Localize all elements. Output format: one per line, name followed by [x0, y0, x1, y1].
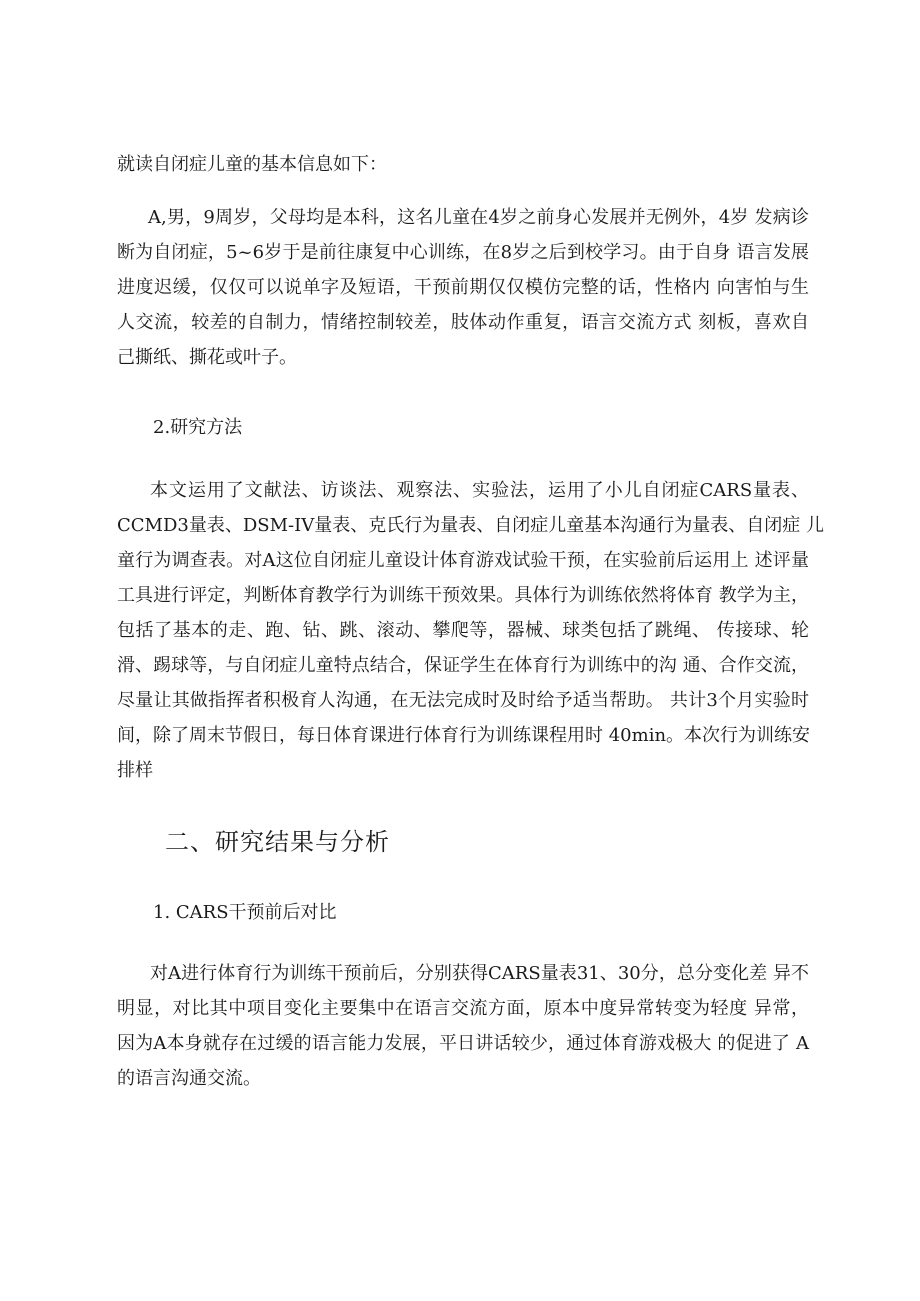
method-paragraph-line: 工具进行评定，判断体育教学行为训练干预效果。具体行为训练依然将体育 教学为主，: [117, 585, 809, 606]
case-paragraph-line: 己撕纸、撕花或叶子。: [117, 347, 297, 368]
method-paragraph-line: 间，除了周末节假日，每日体育课进行体育行为训练课程用时 40min。本次行为训练安: [117, 725, 811, 746]
result-paragraph-line: 因为A本身就存在过缓的语言能力发展，平日讲话较少，通过体育游戏极大 的促进了 A: [117, 1033, 809, 1054]
method-paragraph-line: 滑、踢球等，与自闭症儿童特点结合，保证学生在体育行为训练中的沟 通、合作交流，: [117, 655, 809, 676]
method-paragraph-line: 排样: [117, 760, 153, 781]
case-paragraph-line: A,男，9周岁，父母均是本科，这名儿童在4岁之前身心发展并无例外，4岁 发病诊: [148, 207, 809, 228]
case-paragraph-line: 断为自闭症，5~6岁于是前往康复中心训练，在8岁之后到校学习。由于自身 语言发展: [117, 242, 809, 263]
method-heading: 2.研究方法: [153, 417, 243, 438]
method-paragraph-line: 尽量让其做指挥者积极育人沟通，在无法完成时及时给予适当帮助。 共计3个月实验时: [117, 690, 809, 711]
method-paragraph-line: CCMD3量表、DSM-IV量表、克氏行为量表、自闭症儿童基本沟通行为量表、自闭症 儿: [117, 515, 824, 536]
method-paragraph-line: 童行为调查表。对A这位自闭症儿童设计体育游戏试验干预，在实验前后运用上 述评量: [117, 550, 809, 571]
result-paragraph-line: 明显，对比其中项目变化主要集中在语言交流方面，原本中度异常转变为轻度 异常，: [117, 998, 809, 1019]
case-paragraph-line: 人交流，较差的自制力，情绪控制较差，肢体动作重复，语言交流方式 刻板，喜欢自: [117, 312, 809, 333]
case-paragraph-line: 进度迟缓，仅仅可以说单字及短语，干预前期仅仅模仿完整的话，性格内 向害怕与生: [117, 277, 809, 298]
method-paragraph-line: 包括了基本的走、跑、钻、跳、滚动、攀爬等，器械、球类包括了跳绳、 传接球、轮: [117, 620, 809, 641]
sub-heading: 1. CARS干预前后对比: [153, 902, 337, 923]
result-paragraph-line: 对A进行体育行为训练干预前后，分别获得CARS量表31、30分，总分变化差 异不: [150, 963, 809, 984]
section-heading: 二、研究结果与分析: [165, 828, 390, 856]
method-paragraph-line: 本文运用了文献法、访谈法、观察法、实验法，运用了小儿自闭症CARS量表、: [150, 480, 809, 501]
intro-line: 就读自闭症儿童的基本信息如下：: [117, 154, 387, 175]
result-paragraph-line: 的语言沟通交流。: [117, 1068, 261, 1089]
